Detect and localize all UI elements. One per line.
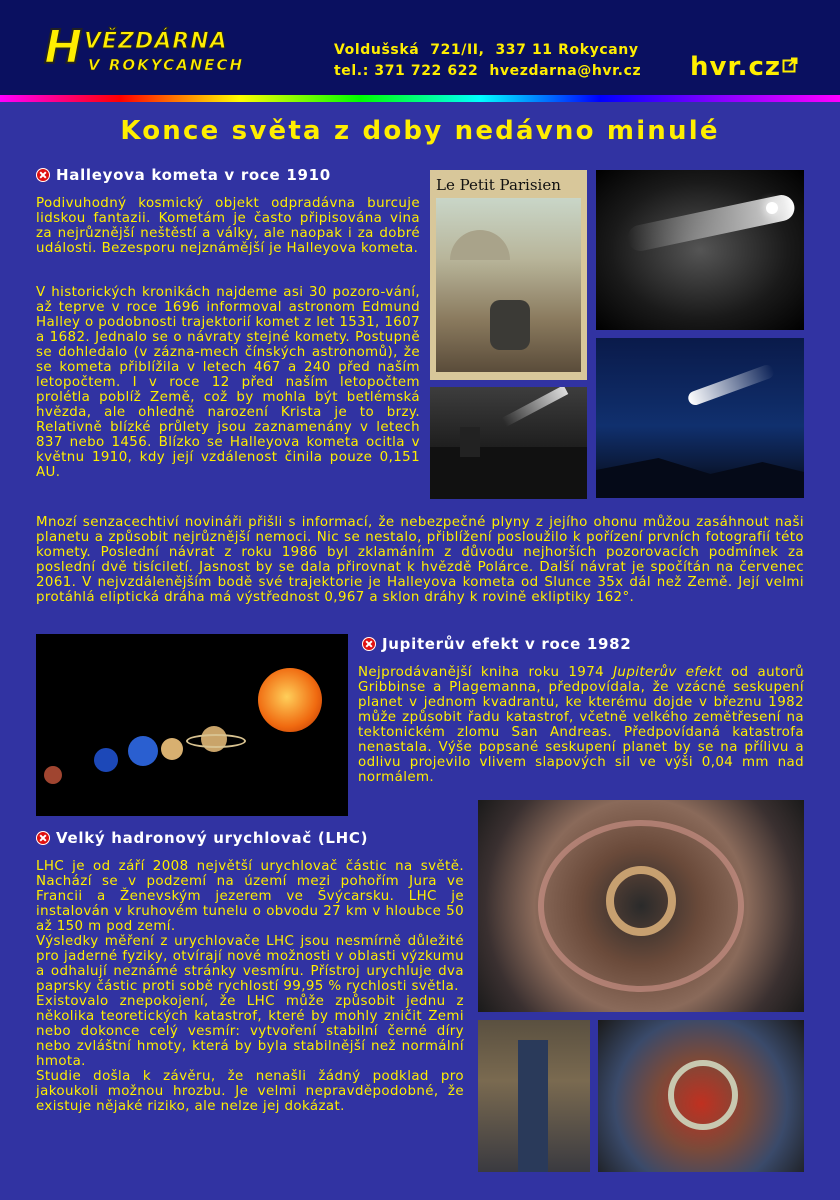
planets-alignment-image <box>36 634 348 816</box>
blue-comet-photo <box>596 338 804 498</box>
comet-photo <box>596 170 804 330</box>
section-heading-text: Halleyova kometa v roce 1910 <box>56 166 331 184</box>
section-heading-text: Jupiterův efekt v roce 1982 <box>382 635 632 653</box>
address-text: Voldušská 721/II, 337 11 Rokycany <box>334 42 639 58</box>
newspaper-masthead: Le Petit Parisien <box>436 176 561 194</box>
lhc-paragraphs: LHC je od září 2008 největší urychlovač částic na světě. Nachází se v podzemí na území mezi pohořím Jura ve Francii a Ženevským jezerem ve Švýcarsku. LHC je instalován v kruhovém tunelu o obvodu 27 km v hloubce 50 až 150 m pod zemí. Výsledky měření z urychlovače LHC jsou nesmírně důležité pro jaderné fyziky, otvírají nové možnosti v oblasti výzkumu a odhalují neznámé stránky vesmíru. Přístroj urychluje dva paprsky částic proti sobě rychlostí 99,95 % rychlosti světla. Existovalo znepokojení, že LHC může způsobit jednu z několika teoretických katastrof, které by mohly zničit Zemi nebo dokonce celý vesmír: vytvoření stabilní černé díry nebo zvláštní hmoty, která by byla stabilnější než normální hmota. Studie došla k závěru, že nenašli žádný podklad pro jakoukoli možnou hrozbu. Je velmi nepravděpodobné, že existuje nějaké riziko, ale nelze jej dokázat. <box>36 859 464 1114</box>
logo-line-2: V ROKYCANECH <box>88 56 245 74</box>
newspaper-image <box>430 170 587 380</box>
phone-email-text[interactable]: tel.: 371 722 622 hvezdarna@hvr.cz <box>334 63 642 79</box>
bullet-x-icon <box>36 831 50 845</box>
section-heading-lhc <box>36 829 368 847</box>
section-heading-halley <box>36 166 331 184</box>
lhc-detector-image <box>478 800 804 1012</box>
rainbow-divider <box>0 95 840 102</box>
lhc-cms-image <box>598 1020 804 1172</box>
city-comet-photo <box>430 387 587 499</box>
halley-paragraph-3: Mnozí senzacechtiví novináři přišli s informací, že nebezpečné plyny z jejího ohonu můžou zasáhnout naši planetu a způsobit nejrůznější nemoci. Nic se nestalo, přiblížení posloužilo k pořízení prvních fotografií této komety. Poslední návrat z roku 1986 byl zklamáním z důvodu nejhorších pozorovacích podmínek za poslední dvě tisíciletí. Jasnost by se dala přirovnat k hvězdě Polárce. Další návrat je spočítán na červenec 2061. V nejvzdálenějším bodě své trajektorie je Halleyova kometa od Slunce 35x dál než Země. Její velmi protáhlá eliptická dráha má výstřednost 0,967 a sklon dráhy k rovině ekliptiky 162°. <box>36 515 804 605</box>
halley-paragraph-1: Podivuhodný kosmický objekt odpradávna burcuje lidskou fantazii. Kometám je často připisována vina za nejrůznější neštěstí a války, ale naopak i za dobré události. Bezesporu nejznámější je Halleyova kometa. <box>36 196 420 256</box>
logo-initial: H <box>44 20 82 74</box>
external-link-icon[interactable] <box>782 57 798 73</box>
section-heading-text: Velký hadronový urychlovač (LHC) <box>56 829 369 847</box>
jupiter-paragraph: Nejprodávanější kniha roku 1974 Jupiterův efekt od autorů Gribbinse a Plagemanna, předpovídala, že vzácné seskupení planet v jednom kvadrantu, ke kterému dojde v březnu 1982 může způsobit řadu katastrof, včetně velkého zemětřesení na tektonickém zlomu San Andreas. Předpovídaná katastrofa nenastala. Výše popsané seskupení planet by se na přílivu a odlivu projevilo vlivem slapových sil ve výši 0,04 mm nad normálem. <box>358 665 804 785</box>
lhc-tunnel-image <box>478 1020 590 1172</box>
observatory-logo[interactable] <box>44 22 304 82</box>
contact-block <box>334 40 641 82</box>
bullet-x-icon <box>362 637 376 651</box>
website-link[interactable]: hvr.cz <box>690 52 781 82</box>
halley-paragraph-2: V historických kronikách najdeme asi 30 pozoro-vání, až teprve v roce 1696 informoval astronom Edmund Halley o podobnosti trajektorií komet z let 1531, 1607 a 1682. Jednalo se o návraty stejné komety. Postupně se dohledalo (v zázna-mech čínských astronomů), že se kometa přiblížila v letech 467 a 240 před naším letopočtem. I v roce 12 před naším letopočtem prolétla poblíž Země, což by mohla být betlémská hvězda, ale ohledně narození Krista je to brzy. Relativně blízké průlety jsou zaznamenány v letech 837 nebo 1456. Blízko se Halleyova kometa ocitla v květnu 1910, kdy její vzdálenost činila pouze 0,151 AU. <box>36 285 420 480</box>
header-bar <box>0 0 840 95</box>
bullet-x-icon <box>36 168 50 182</box>
section-heading-jupiter <box>362 635 631 653</box>
page-title: Konce světa z doby nedávno minulé <box>120 116 720 146</box>
logo-line-1: VĚZDÁRNA <box>84 29 228 54</box>
